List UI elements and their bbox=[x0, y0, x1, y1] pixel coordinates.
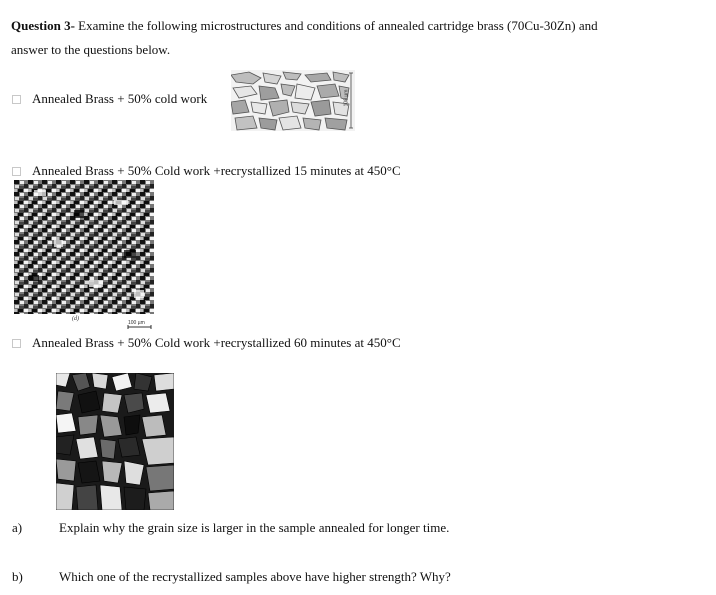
option-label: Annealed Brass + 50% Cold work +recrystallized 15 minutes at 450°C bbox=[32, 163, 401, 178]
question-title bbox=[11, 18, 598, 34]
micrograph-recrystallized-60min bbox=[56, 373, 174, 510]
option-recrystallized-15min[interactable] bbox=[12, 163, 401, 179]
checkbox-icon[interactable] bbox=[12, 95, 21, 104]
question-number: Question 3- bbox=[11, 18, 75, 33]
question-intro: Examine the following microstructures and conditions of annealed cartridge brass (70Cu-30Zn) and bbox=[74, 18, 598, 33]
option-recrystallized-60min[interactable] bbox=[12, 335, 401, 351]
sub-question-label-b: b) bbox=[12, 569, 23, 584]
scale-bar-label: 100 µm bbox=[128, 320, 145, 326]
question-intro-continued: answer to the questions below. bbox=[11, 42, 171, 57]
option-cold-work[interactable] bbox=[12, 91, 207, 107]
sub-question-text-a: Explain why the grain size is larger in the sample annealed for longer time. bbox=[59, 520, 450, 535]
checkbox-icon[interactable] bbox=[12, 339, 21, 348]
micrograph-recrystallized-15min bbox=[14, 180, 154, 314]
scale-bar-label: 100 µm bbox=[343, 89, 350, 107]
option-label: Annealed Brass + 50% cold work bbox=[32, 91, 208, 106]
sub-question-text-b: Which one of the recrystallized samples above have higher strength? Why? bbox=[59, 569, 451, 584]
sub-question-label-a: a) bbox=[12, 520, 23, 535]
micrograph-cold-work bbox=[231, 70, 355, 131]
micrograph-caption: (d) bbox=[72, 316, 79, 322]
checkbox-icon[interactable] bbox=[12, 167, 21, 176]
option-label: Annealed Brass + 50% Cold work +recrystallized 60 minutes at 450°C bbox=[32, 335, 401, 350]
